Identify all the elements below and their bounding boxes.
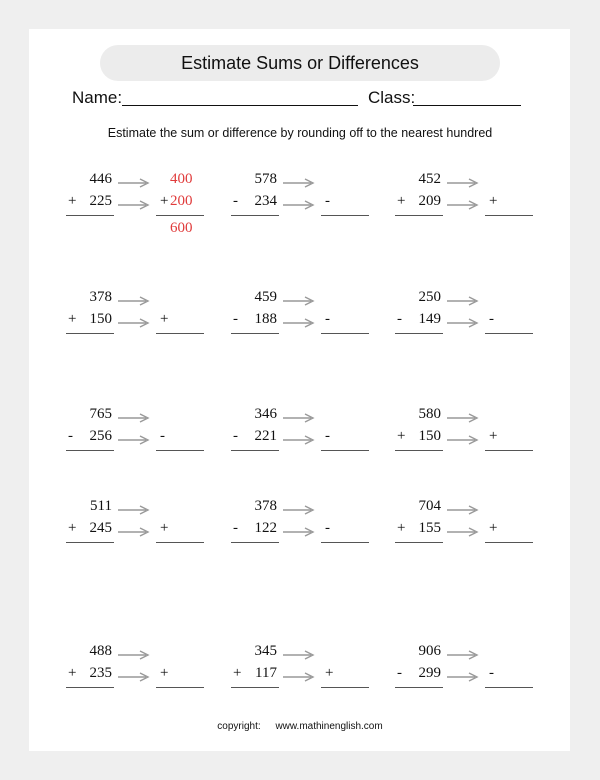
answer-line[interactable] — [485, 333, 533, 334]
problem-item — [391, 289, 541, 379]
operator-sign: + — [68, 311, 77, 327]
arrow-right-icon — [283, 647, 317, 657]
arrow-right-icon — [118, 524, 152, 534]
top-number: 446 — [89, 171, 112, 187]
sum-underline — [231, 333, 279, 334]
rounded-operator-sign: + — [489, 193, 498, 209]
class-field-line[interactable] — [413, 105, 521, 106]
bottom-number: 150 — [418, 428, 441, 444]
answer-line[interactable] — [156, 450, 204, 451]
problem-item — [62, 406, 212, 496]
top-number: 378 — [254, 498, 277, 514]
problem-item — [62, 171, 212, 261]
rounded-operator-sign: + — [160, 311, 169, 327]
class-label: Class: — [368, 88, 416, 107]
arrow-right-icon — [118, 502, 152, 512]
problem-item — [227, 643, 377, 733]
arrow-right-icon — [118, 293, 152, 303]
arrow-right-icon — [447, 502, 481, 512]
operator-sign: + — [68, 193, 77, 209]
problem-item — [62, 498, 212, 588]
bottom-number: 155 — [418, 520, 441, 536]
title-text: Estimate Sums or Differences — [181, 52, 419, 73]
answer-line[interactable] — [156, 333, 204, 334]
copyright-site: www.mathinenglish.com — [275, 721, 383, 732]
top-number: 459 — [254, 289, 277, 305]
rounded-operator-sign: - — [489, 665, 494, 681]
example-rounded-top: 400 — [170, 171, 193, 187]
bottom-number: 122 — [254, 520, 277, 536]
sum-underline — [66, 687, 114, 688]
sum-underline — [395, 542, 443, 543]
arrow-right-icon — [447, 647, 481, 657]
rounded-operator-sign: + — [160, 193, 169, 209]
arrow-right-icon — [118, 197, 152, 207]
arrow-right-icon — [447, 315, 481, 325]
rounded-operator-sign: + — [489, 428, 498, 444]
arrow-right-icon — [447, 524, 481, 534]
bottom-number: 117 — [255, 665, 277, 681]
problem-item — [227, 171, 377, 261]
top-number: 578 — [254, 171, 277, 187]
rounded-operator-sign: - — [325, 311, 330, 327]
answer-line[interactable] — [321, 333, 369, 334]
arrow-right-icon — [447, 293, 481, 303]
sum-underline — [66, 450, 114, 451]
arrow-right-icon — [118, 669, 152, 679]
operator-sign: - — [233, 311, 238, 327]
operator-sign: - — [233, 193, 238, 209]
answer-line[interactable] — [156, 687, 204, 688]
bottom-number: 299 — [418, 665, 441, 681]
answer-line[interactable] — [321, 542, 369, 543]
arrow-right-icon — [283, 524, 317, 534]
bottom-number: 235 — [89, 665, 112, 681]
operator-sign: - — [233, 520, 238, 536]
arrow-right-icon — [118, 175, 152, 185]
arrow-right-icon — [118, 432, 152, 442]
bottom-number: 234 — [254, 193, 277, 209]
example-answer: 600 — [170, 220, 193, 236]
name-label: Name: — [72, 88, 123, 107]
bottom-number: 256 — [89, 428, 112, 444]
rounded-operator-sign: - — [160, 428, 165, 444]
problem-item — [391, 498, 541, 588]
operator-sign: - — [233, 428, 238, 444]
top-number: 250 — [418, 289, 441, 305]
bottom-number: 221 — [254, 428, 277, 444]
arrow-right-icon — [118, 647, 152, 657]
arrow-right-icon — [447, 669, 481, 679]
sum-underline — [66, 215, 114, 216]
rounded-operator-sign: + — [160, 665, 169, 681]
operator-sign: + — [68, 520, 77, 536]
problem-item — [391, 643, 541, 733]
arrow-right-icon — [118, 410, 152, 420]
arrow-right-icon — [283, 502, 317, 512]
bottom-number: 245 — [89, 520, 112, 536]
instructions-text: Estimate the sum or difference by rounding off to the nearest hundred — [107, 126, 493, 140]
top-number: 488 — [89, 643, 112, 659]
rounded-operator-sign: - — [489, 311, 494, 327]
answer-line[interactable] — [485, 215, 533, 216]
copyright-label: copyright: — [217, 721, 261, 732]
top-number: 452 — [418, 171, 441, 187]
problem-item — [62, 289, 212, 379]
answer-line[interactable] — [485, 450, 533, 451]
operator-sign: - — [397, 311, 402, 327]
operator-sign: + — [68, 665, 77, 681]
top-number: 346 — [254, 406, 277, 422]
sum-underline — [395, 450, 443, 451]
bottom-number: 209 — [418, 193, 441, 209]
footer — [0, 721, 600, 732]
operator-sign: + — [397, 193, 406, 209]
sum-underline — [231, 687, 279, 688]
arrow-right-icon — [447, 197, 481, 207]
top-number: 345 — [254, 643, 277, 659]
bottom-number: 225 — [89, 193, 112, 209]
sum-underline — [231, 450, 279, 451]
top-number: 511 — [90, 498, 112, 514]
sum-underline — [395, 687, 443, 688]
top-number: 906 — [418, 643, 441, 659]
problem-item — [391, 406, 541, 496]
arrow-right-icon — [283, 293, 317, 303]
name-class-row — [72, 88, 532, 112]
rounded-operator-sign: + — [489, 520, 498, 536]
rounded-operator-sign: + — [325, 665, 334, 681]
rounded-operator-sign: - — [325, 193, 330, 209]
top-number: 378 — [89, 289, 112, 305]
sum-underline — [395, 333, 443, 334]
arrow-right-icon — [283, 175, 317, 185]
answer-line[interactable] — [485, 542, 533, 543]
answer-line[interactable] — [156, 215, 204, 216]
problem-item — [227, 498, 377, 588]
operator-sign: + — [397, 520, 406, 536]
arrow-right-icon — [447, 432, 481, 442]
rounded-operator-sign: - — [325, 428, 330, 444]
problem-item — [227, 406, 377, 496]
bottom-number: 188 — [254, 311, 277, 327]
answer-line[interactable] — [321, 450, 369, 451]
name-field-line[interactable] — [122, 105, 358, 106]
answer-line[interactable] — [321, 215, 369, 216]
top-number: 580 — [418, 406, 441, 422]
problem-item — [391, 171, 541, 261]
bottom-number: 149 — [418, 311, 441, 327]
example-rounded-bottom: 200 — [170, 193, 193, 209]
sum-underline — [231, 215, 279, 216]
answer-line[interactable] — [321, 687, 369, 688]
worksheet-title — [100, 45, 500, 81]
arrow-right-icon — [283, 410, 317, 420]
operator-sign: + — [233, 665, 242, 681]
operator-sign: + — [397, 428, 406, 444]
sum-underline — [66, 333, 114, 334]
top-number: 765 — [89, 406, 112, 422]
arrow-right-icon — [118, 315, 152, 325]
top-number: 704 — [418, 498, 441, 514]
sum-underline — [395, 215, 443, 216]
operator-sign: - — [68, 428, 73, 444]
arrow-right-icon — [283, 197, 317, 207]
arrow-right-icon — [283, 669, 317, 679]
arrow-right-icon — [283, 315, 317, 325]
arrow-right-icon — [283, 432, 317, 442]
answer-line[interactable] — [156, 542, 204, 543]
arrow-right-icon — [447, 175, 481, 185]
problem-item — [227, 289, 377, 379]
rounded-operator-sign: - — [325, 520, 330, 536]
rounded-operator-sign: + — [160, 520, 169, 536]
sum-underline — [66, 542, 114, 543]
answer-line[interactable] — [485, 687, 533, 688]
arrow-right-icon — [447, 410, 481, 420]
operator-sign: - — [397, 665, 402, 681]
problem-item — [62, 643, 212, 733]
sum-underline — [231, 542, 279, 543]
bottom-number: 150 — [89, 311, 112, 327]
